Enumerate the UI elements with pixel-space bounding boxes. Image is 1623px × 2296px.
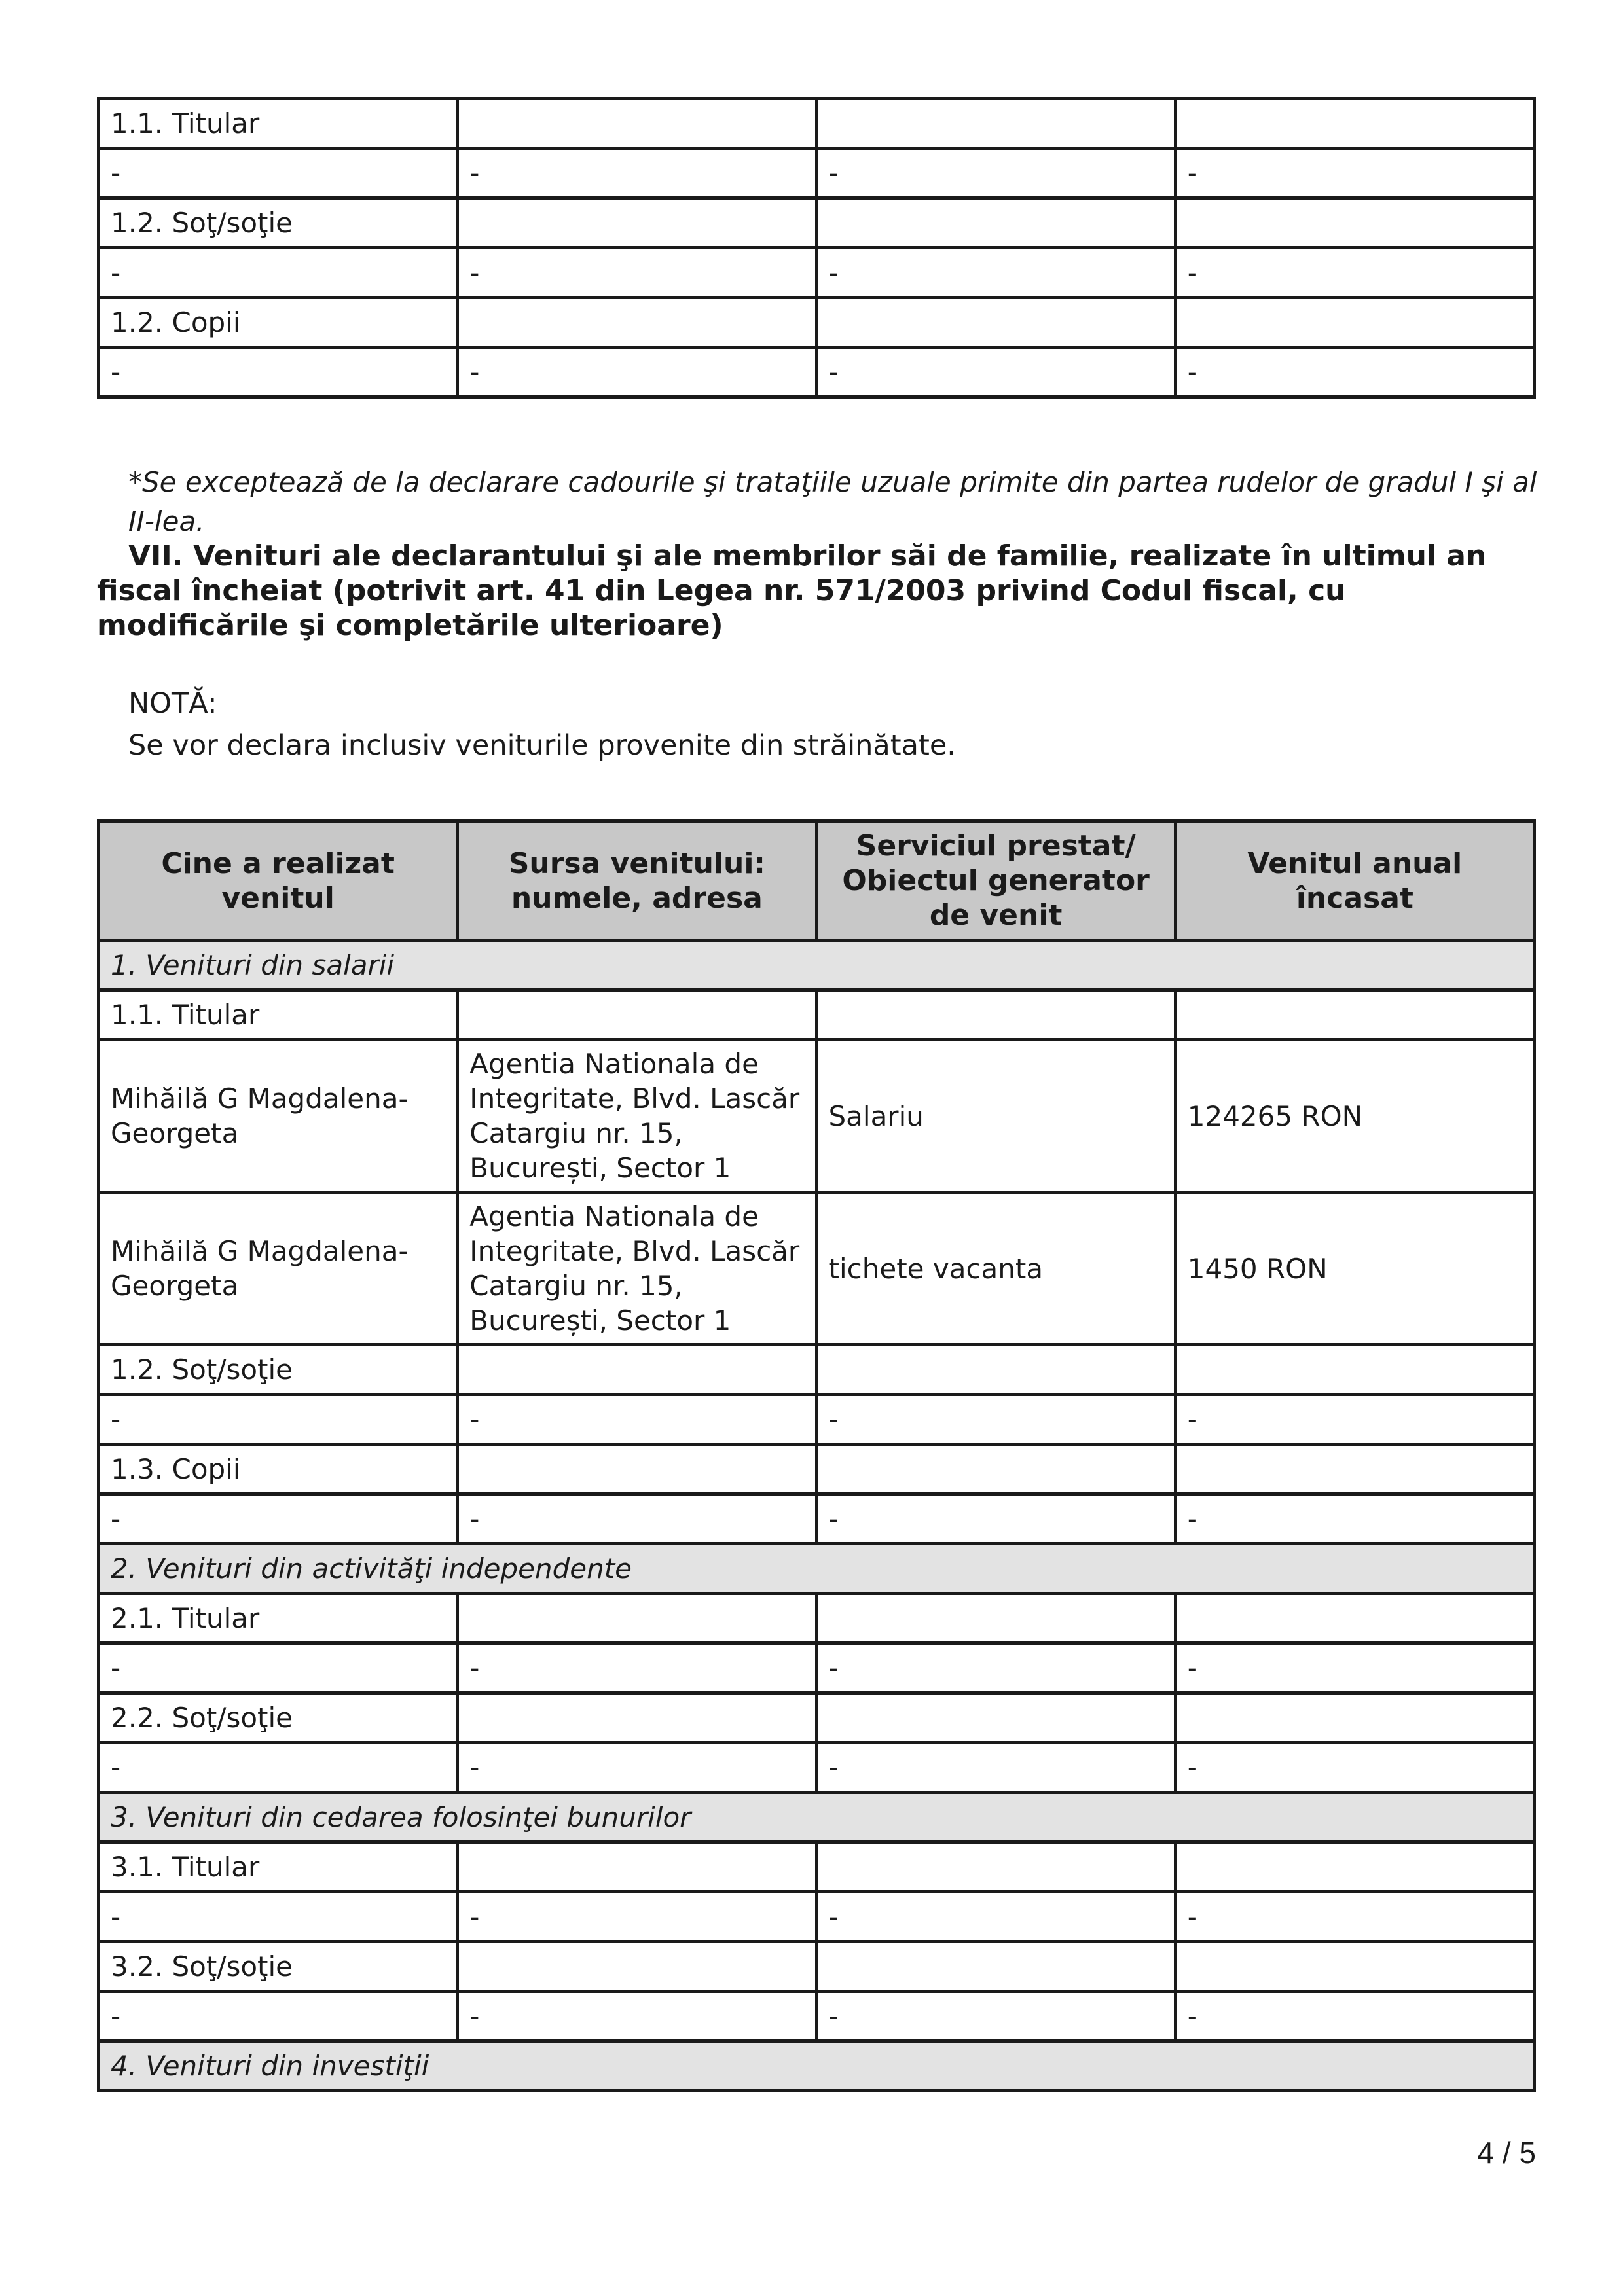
table-cell: -: [1175, 1743, 1534, 1793]
table-cell: -: [99, 1643, 458, 1693]
table-cell: -: [816, 1395, 1175, 1444]
table-cell: [458, 99, 816, 149]
table-cell: [1175, 990, 1534, 1040]
table-cell: -: [816, 248, 1175, 298]
table-cell: -: [99, 1494, 458, 1544]
page-number: 4 / 5: [1477, 2136, 1536, 2170]
table-cell: -: [1175, 149, 1534, 198]
table-cell: -: [99, 1395, 458, 1444]
table-cell: Salariu: [816, 1040, 1175, 1193]
table-row: [99, 1444, 1535, 1494]
table-cell: -: [816, 1494, 1175, 1544]
table-cell: -: [1175, 348, 1534, 397]
table-row: [99, 1594, 1535, 1643]
table-cell: [458, 990, 816, 1040]
column-header-service: Serviciul prestat/ Obiectul generator de venit: [816, 821, 1175, 941]
table-row: [99, 298, 1535, 348]
table-cell: -: [458, 1992, 816, 2041]
table-row: [99, 1842, 1535, 1892]
table-cell: [816, 298, 1175, 348]
table-cell: [458, 1345, 816, 1395]
table-cell: -: [816, 1992, 1175, 2041]
table-cell: tichete vacanta: [816, 1193, 1175, 1345]
table-cell: -: [1175, 1892, 1534, 1942]
gifts-footnote: *Se exceptează de la declarare cadourile şi trataţiile uzuale primite din partea rudelor de gradul I şi al II-lea.: [128, 466, 1537, 537]
table-cell: -: [458, 1395, 816, 1444]
table-cell: -: [816, 1643, 1175, 1693]
table-cell: 3.1. Titular: [99, 1842, 458, 1892]
table-cell: [458, 1842, 816, 1892]
section-vii-title-text: VII. Venituri ale declarantului şi ale membrilor săi de familie, realizate în ultimul an fiscal încheiat (potrivit art. 41 din Legea nr. 571/2003 privind Codul fiscal, cu modificările şi completările ulterioare): [97, 539, 1487, 642]
table-cell: [458, 1693, 816, 1743]
table-cell: [816, 1444, 1175, 1494]
table-cell: -: [99, 1992, 458, 2041]
table-row: [99, 149, 1535, 198]
table-cell: [1175, 1842, 1534, 1892]
table-cell: [1175, 298, 1534, 348]
table-row: [99, 1040, 1535, 1193]
table-cell: 1.2. Copii: [99, 298, 458, 348]
table-header-row: [99, 821, 1535, 941]
table-row: [99, 1494, 1535, 1544]
table-cell: 1.1. Titular: [99, 990, 458, 1040]
column-header-who: Cine a realizat venitul: [99, 821, 458, 941]
table-row: [99, 1693, 1535, 1743]
table-cell: -: [1175, 1395, 1534, 1444]
table-cell: [816, 1942, 1175, 1992]
table-row: [99, 1942, 1535, 1992]
nota-text: Se vor declara inclusiv veniturile provenite din străinătate.: [128, 729, 956, 762]
table-cell: -: [458, 348, 816, 397]
table-cell: -: [1175, 1992, 1534, 2041]
table-cell: [458, 198, 816, 248]
table-cell: -: [816, 1743, 1175, 1793]
section-label: 3. Venituri din cedarea folosinţei bunurilor: [99, 1793, 1535, 1842]
table-cell: [1175, 1594, 1534, 1643]
table-row: [99, 1643, 1535, 1693]
column-header-source: Sursa venitului: numele, adresa: [458, 821, 816, 941]
table-cell: Agentia Nationala de Integritate, Blvd. Lascăr Catargiu nr. 15, București, Sector 1: [458, 1193, 816, 1345]
table-cell: [816, 1842, 1175, 1892]
table-row: [99, 1345, 1535, 1395]
table-cell: 1.2. Soţ/soţie: [99, 1345, 458, 1395]
table-cell: [816, 1594, 1175, 1643]
table-row: [99, 248, 1535, 298]
table-cell: [816, 99, 1175, 149]
table-cell: -: [816, 149, 1175, 198]
table-cell: [1175, 198, 1534, 248]
table-cell: [458, 1594, 816, 1643]
table-cell: [458, 1942, 816, 1992]
table-cell: 2.1. Titular: [99, 1594, 458, 1643]
table-row: [99, 99, 1535, 149]
table-cell: [816, 1345, 1175, 1395]
table-cell: -: [99, 248, 458, 298]
table-cell: 3.2. Soţ/soţie: [99, 1942, 458, 1992]
table-cell: 1450 RON: [1175, 1193, 1534, 1345]
table-cell: [458, 1444, 816, 1494]
section-label: 1. Venituri din salarii: [99, 941, 1535, 990]
table-cell: [1175, 1942, 1534, 1992]
section-label: 2. Venituri din activităţi independente: [99, 1544, 1535, 1594]
section-label: 4. Venituri din investiţii: [99, 2041, 1535, 2091]
column-header-annual-income: Venitul anual încasat: [1175, 821, 1534, 941]
table-cell: Mihăilă G Magdalena-Georgeta: [99, 1040, 458, 1193]
table-cell: -: [99, 348, 458, 397]
table-cell: [816, 1693, 1175, 1743]
income-table: [97, 819, 1536, 2092]
table-cell: 124265 RON: [1175, 1040, 1534, 1193]
section-row-investitii: [99, 2041, 1535, 2091]
table-cell: -: [816, 348, 1175, 397]
table-cell: -: [816, 1892, 1175, 1942]
table-cell: [1175, 1693, 1534, 1743]
table-cell: [816, 198, 1175, 248]
table-row: [99, 1743, 1535, 1793]
table-cell: -: [458, 248, 816, 298]
table-cell: [1175, 1444, 1534, 1494]
table-cell: 1.3. Copii: [99, 1444, 458, 1494]
table-cell: [816, 990, 1175, 1040]
table-cell: -: [1175, 248, 1534, 298]
table-cell: 2.2. Soţ/soţie: [99, 1693, 458, 1743]
table-row: [99, 990, 1535, 1040]
table-cell: [1175, 99, 1534, 149]
table-cell: -: [458, 1643, 816, 1693]
section-row-independente: [99, 1544, 1535, 1594]
table-row: [99, 198, 1535, 248]
nota-block: [128, 683, 1536, 766]
table-cell: -: [99, 1743, 458, 1793]
table-cell: -: [458, 1494, 816, 1544]
nota-label: NOTĂ:: [128, 687, 217, 720]
table-cell: -: [458, 1892, 816, 1942]
table-cell: -: [99, 149, 458, 198]
table-row: [99, 1395, 1535, 1444]
gifts-table-continuation: [97, 97, 1536, 399]
table-cell: [1175, 1345, 1534, 1395]
table-cell: -: [458, 1743, 816, 1793]
table-cell: -: [1175, 1643, 1534, 1693]
table-cell: 1.2. Soţ/soţie: [99, 198, 458, 248]
table-row: [99, 1892, 1535, 1942]
section-row-cedarea: [99, 1793, 1535, 1842]
section-row-salarii: [99, 941, 1535, 990]
table-cell: -: [1175, 1494, 1534, 1544]
table-row: [99, 348, 1535, 397]
table-cell: 1.1. Titular: [99, 99, 458, 149]
table-cell: [458, 298, 816, 348]
table-cell: Mihăilă G Magdalena-Georgeta: [99, 1193, 458, 1345]
table-row: [99, 1193, 1535, 1345]
table-cell: -: [458, 149, 816, 198]
table-cell: Agentia Nationala de Integritate, Blvd. Lascăr Catargiu nr. 15, București, Sector 1: [458, 1040, 816, 1193]
section-vii-title: [97, 539, 1544, 643]
table-cell: -: [99, 1892, 458, 1942]
table-row: [99, 1992, 1535, 2041]
